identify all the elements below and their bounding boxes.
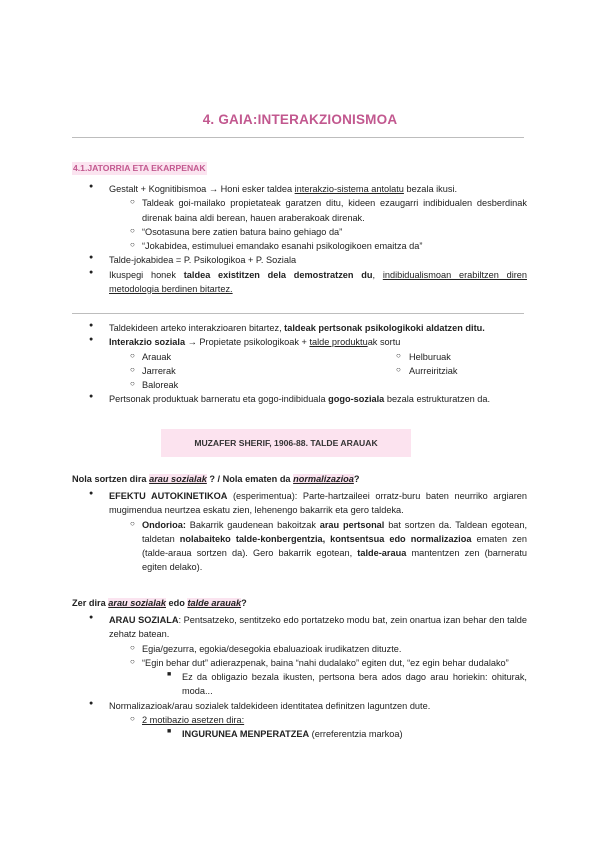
title-divider	[72, 137, 524, 138]
highlight-box: MUZAFER SHERIF, 1906-88. TALDE ARAUAK	[161, 429, 411, 457]
sub-list-item: ○ “Egin behar dut” adierazpenak, baina “nahi dudalako” egiten dut, “ez egin behar dudalako”	[72, 656, 527, 670]
intro-list	[72, 182, 527, 296]
sub-list-item: ○ Aurreiritziak	[377, 364, 527, 378]
sub-list-item: ○ Helburuak	[377, 350, 527, 364]
sub-list-item: ○ “Osotasuna bere zatien batura baino gehiago da”	[72, 225, 527, 239]
efektu-list	[72, 489, 527, 575]
section-divider	[72, 313, 524, 314]
list-item: ● Talde-jokabidea = P. Psikologikoa + P. Soziala	[72, 253, 527, 267]
properties-row	[72, 350, 527, 364]
list-item: ● Gestalt + Kognitibismoa → Honi esker taldea interakzio-sistema antolatu bezala ikusi.	[72, 182, 527, 196]
list-item: ● EFEKTU AUTOKINETIKOA (esperimentua): Parte-hartzaileei orratz-buru baten neurriko argiaren mugimendua neurtzea eskatu zien, lehenengo bakarrik eta gero taldeka.	[72, 489, 527, 518]
sub-sub-list-item: ■ INGURUNEA MENPERATZEA (erreferentzia markoa)	[72, 727, 527, 741]
page-title: 4. GAIA:INTERAKZIONISMOA	[202, 112, 398, 127]
sub-list-item: ○ Egia/gezurra, egokia/desegokia ebaluazioak irudikatzen dituzte.	[72, 642, 527, 656]
list-item: ● ARAU SOZIALA: Pentsatzeko, sentitzeko edo portatzeko modu bat, zein onartua izan behar den talde zehatz batean.	[72, 613, 527, 642]
list-item: ● Taldekideen arteko interakzioaren bitartez, taldeak pertsonak psikologikoki aldatzen ditu.	[72, 321, 527, 335]
question-heading: Nola sortzen dira arau sozialak ? / Nola ematen da normalizazioa?	[72, 474, 360, 484]
interaction-list	[72, 321, 527, 407]
sub-list-item: ○ Jarrerak	[72, 364, 377, 378]
sub-sub-list-item: ■ Ez da obligazio bezala ikusten, pertsona bera ados dago arau horiekin: ohiturak, moda...	[72, 670, 527, 699]
question-heading: Zer dira arau sozialak edo talde arauak?	[72, 598, 247, 608]
properties-row	[72, 364, 527, 378]
sub-list-item: ○ “Jokabidea, estimuluei emandako esanahi psikologikoen emaitza da”	[72, 239, 527, 253]
list-item: ● Pertsonak produktuak barneratu eta gogo-indibiduala gogo-soziala bezala estrukturatzen da.	[72, 392, 527, 406]
sub-list-item: ○ 2 motibazio asetzen dira:	[72, 713, 527, 727]
sub-list-item: ○ Arauak	[72, 350, 377, 364]
list-item: ● Interakzio soziala → Propietate psikologikoak + talde produktuak sortu	[72, 335, 527, 349]
section-heading: 4.1.JATORRIA ETA EKARPENAK	[72, 162, 207, 175]
sub-list-item: ○ Ondorioa: Bakarrik gaudenean bakoitzak arau pertsonal bat sortzen da. Taldean egotean, taldetan nolabaiteko talde-konbergentzia, kontsentsua edo normalizazioa ematen zen (talde-araua sortzen da). Gero bakarrik egotean, talde-araua mantentzen zen (barneratu egiten delako).	[72, 518, 527, 575]
list-item: ● Ikuspegi honek taldea existitzen dela demostratzen du, indibidualismoan erabiltzen diren metodologia berdinen bitartez.	[72, 268, 527, 297]
list-item: ● Normalizazioak/arau sozialek taldekideen identitatea definitzen laguntzen dute.	[72, 699, 527, 713]
sub-list-item: ○ Taldeak goi-mailako propietateak garatzen ditu, kideen ezaugarri indibidualen desberdinak direnak baina aldi berean, hauen araberakoak direnak.	[72, 196, 527, 225]
sub-list-item: ○ Baloreak	[72, 378, 527, 392]
arau-list	[72, 613, 527, 741]
